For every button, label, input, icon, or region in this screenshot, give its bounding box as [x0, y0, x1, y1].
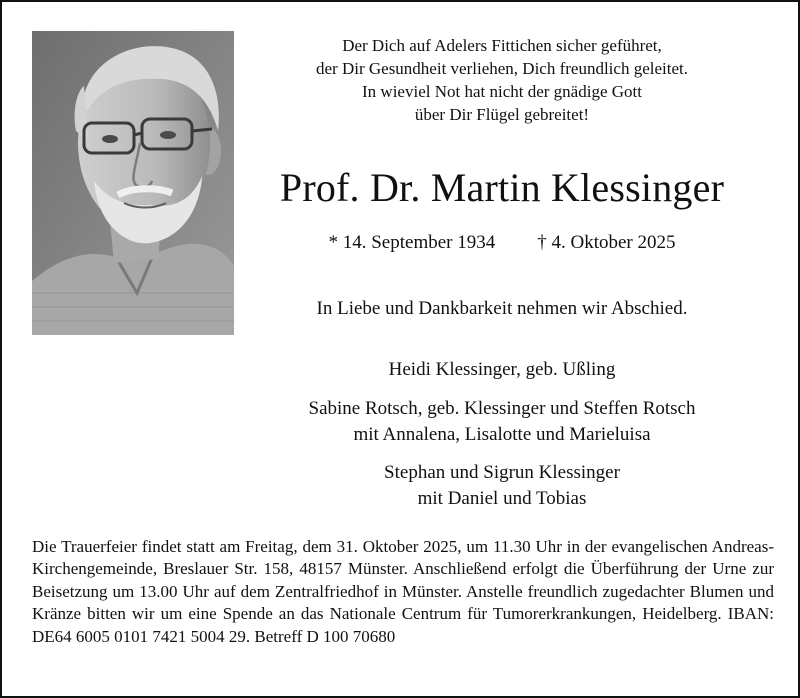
mourner-line: Heidi Klessinger, geb. Ußling — [388, 359, 616, 380]
mourner-wife — [242, 357, 762, 383]
memorial-verse — [242, 34, 762, 126]
mourner-son — [242, 460, 762, 512]
mourner-line: mit Daniel und Tobias — [417, 488, 587, 509]
deceased-name: Prof. Dr. Martin Klessinger — [279, 165, 725, 210]
portrait-photo — [32, 31, 234, 335]
verse-line: über Dir Flügel gebreitet! — [414, 105, 590, 124]
death-date: † 4. Oktober 2025 — [537, 232, 676, 253]
verse-line: Der Dich auf Adelers Fittichen sicher geführet, — [342, 36, 662, 55]
mourner-line: mit Annalena, Lisalotte und Marieluisa — [353, 424, 651, 445]
funeral-notice: Die Trauerfeier findet statt am Freitag, dem 31. Oktober 2025, um 11.30 Uhr in der evangelischen Andreas-Kirchengemeinde, Breslauer Str. 158, 48157 Münster. Anschließend erfolgt die Überführung der Urne zur Beisetzung um 13.00 Uhr auf dem Zentralfriedhof in Münster. Anstelle freundlich zugedachter Blumen und Kränze bitten wir um eine Spende an das Nationale Centrum für Tumorerkrankungen, Heidelberg. IBAN: DE64 6005 0101 7421 5004 29. Betreff D 100 70680 — [32, 537, 774, 646]
verse-line: In wieviel Not hat nicht der gnädige Gott — [362, 82, 642, 101]
life-dates — [242, 230, 762, 256]
mourner-line: Sabine Rotsch, geb. Klessinger und Steffen Rotsch — [308, 398, 696, 419]
farewell-text: In Liebe und Dankbarkeit nehmen wir Abschied. — [316, 298, 688, 319]
mourner-line: Stephan und Sigrun Klessinger — [384, 462, 620, 483]
birth-date: * 14. September 1934 — [328, 232, 496, 253]
verse-line: der Dir Gesundheit verliehen, Dich freundlich geleitet. — [316, 59, 688, 78]
mourner-daughter — [242, 396, 762, 448]
